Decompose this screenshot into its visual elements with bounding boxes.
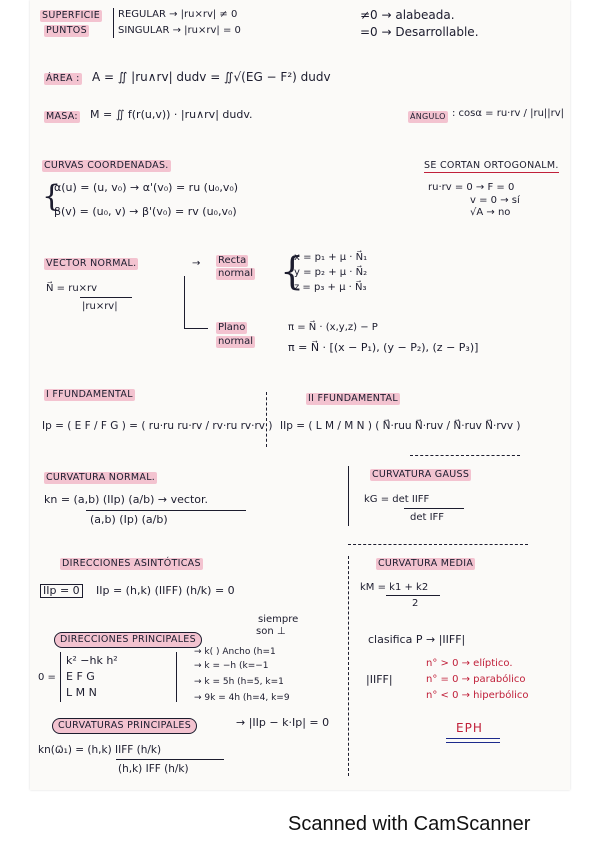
ortogonal-no: √A → no [470,207,511,218]
ortogonal-title: SE CORTAN ORTOGONALM. [424,160,559,171]
gauss-divider [348,466,349,526]
eph-underline-1 [446,738,500,739]
angulo-formula: : cosα = ru·rv / |ru||rv| [452,108,565,119]
curvaturas-principales-formula: → |IIp − k·Ip| = 0 [236,716,330,729]
lower-divider [348,556,349,776]
curvatura-normal-den: (a,b) (Ip) (a/b) [90,513,168,526]
clasifica-title: clasifica P → |IIFF| [368,633,466,646]
asintoticas-box: IIp = 0 [40,584,83,598]
masa-formula: M = ∬ f(r(u,v)) · |ru∧rv| dudv. [90,108,253,121]
plano-connector-h [184,328,208,329]
masa-label: MASA: [46,111,78,122]
det-zero: 0 = [38,672,56,683]
curvatura-normal-num: kn = (a,b) (IIp) (a/b) → vector. [44,493,209,506]
kn-omega-bar [116,759,224,760]
siempre-text: siempre [258,614,299,625]
plano-formula-2: π = N⃗ · [(x − P₁), (y − P₂), (z − P₃)] [288,341,479,354]
normal-fraction-bar [80,297,132,298]
iiff-formula: IIp = ( L M / M N ) ( N⃗·ruu N⃗·ruv / N⃗·ruv N⃗·rvv ) [280,420,521,432]
asintoticas-formula: IIp = (h,k) (IIFF) (h/k) = 0 [96,584,235,597]
curvatura-gauss-num: kG = det IIFF [364,494,430,505]
desarrollable-text: =0 → Desarrollable. [360,25,479,39]
recta-brace: { [280,249,305,293]
media-bar [386,595,440,596]
curvatura-media-title: CURVATURA MEDIA [378,558,474,569]
eph-label: EPH [456,721,483,735]
clasifica-main: |IIFF| [366,673,393,686]
scanned-page [30,0,570,790]
son-perpendicular-text: son ⊥ [256,626,286,637]
curvatura-gauss-title: CURVATURA GAUSS [372,469,470,480]
kn-omega-den: (h,k) IFF (h/k) [118,763,189,775]
plano-label-2: normal [218,336,254,347]
vector-normal-title: VECTOR NORMAL. [46,258,137,269]
regular-text: REGULAR → |ru×rv| ≠ 0 [118,9,238,20]
alpha-formula: α(u) = (u, v₀) → α'(v₀) = ru (u₀,v₀) [54,181,239,194]
curvatura-normal-title: CURVATURA NORMAL. [46,472,156,483]
kn-omega-num: kn(ω⃗₁) = (h,k) IIFF (h/k) [38,744,162,756]
alabeada-text: ≠0 → alabeada. [360,8,455,22]
plano-label: Plano [218,322,246,333]
plano-connector [184,276,185,328]
ortogonal-f: ru·rv = 0 → F = 0 [428,182,515,193]
iff-title: I FFUNDAMENTAL [46,389,133,400]
ff-divider [266,392,267,447]
det-left-bar [60,652,61,702]
superficie-title: SUPERFICIE [42,10,101,21]
recta-z: z = p₃ + μ · N⃗₃ [294,282,367,293]
curvas-title: CURVAS COORDENADAS. [44,160,169,171]
principales-title: DIRECCIONES PRINCIPALES [54,632,202,648]
iiff-title: II FFUNDAMENTAL [308,393,398,404]
curvatura-gauss-den: det IFF [410,512,445,523]
clasifica-eliptico: n° > 0 → elíptico. [426,658,513,669]
recta-label-2: normal [218,268,254,279]
plano-formula-1: π = N⃗ · (x,y,z) − P [288,322,378,333]
singular-text: SINGULAR → |ru×rv| = 0 [118,25,241,36]
eph-underline-2 [446,742,500,743]
curvatura-normal-bar [86,510,246,511]
curvatura-media-num: kM = k1 + k2 [360,582,429,593]
iff-formula: Ip = ( E F / F G ) = ( ru·ru ru·rv / rv·ru rv·rv ) [42,420,273,432]
area-label: ÁREA : [46,73,80,84]
principal-dir-1: → k( ) Ancho (h=1 [194,647,276,657]
normal-formula-den: |ru×rv| [82,301,118,312]
recta-label: Recta [218,255,247,266]
principal-dir-4: → 9k = 4h (h=4, k=9 [194,693,290,703]
beta-formula: β(v) = (u₀, v) → β'(v₀) = rv (u₀,v₀) [54,205,237,218]
det-row-3: L M N [66,686,97,699]
curvaturas-principales-title: CURVATURAS PRINCIPALES [52,718,197,734]
recta-x: x = p₁ + μ · N⃗₁ [294,252,368,263]
gauss-end-line [348,544,528,545]
principal-dir-3: → k = 5h (h=5, k=1 [194,677,284,687]
camscanner-footer: Scanned with CamScanner [288,813,531,835]
principal-dir-2: → k = −h (k=−1 [194,661,269,671]
clasifica-hiperbolico: n° < 0 → hiperbólico [426,690,529,701]
gauss-bar [404,508,464,509]
det-row-1: k² −hk h² [66,654,118,667]
asintoticas-title: DIRECCIONES ASINTÓTICAS [62,558,201,569]
normal-formula-num: N⃗ = ru×rv [46,283,98,294]
angulo-label: ÁNGULO [410,112,446,121]
ff-end-line [410,455,520,456]
area-formula: A = ∬ |ru∧rv| dudv = ∬√(EG − F²) dudv [92,70,331,84]
det-right-bar [176,652,177,702]
puntos-label: PUNTOS [46,25,87,36]
ortogonal-si: v = 0 → sí [470,195,520,206]
recta-arrow: → [192,258,201,269]
superficie-divider [113,8,114,38]
recta-y: y = p₂ + μ · N⃗₂ [294,267,368,278]
curvas-brace: { [42,179,62,214]
curvatura-media-den: 2 [412,598,419,609]
clasifica-parabolico: n° = 0 → parabólico [426,674,526,685]
det-row-2: E F G [66,670,95,683]
